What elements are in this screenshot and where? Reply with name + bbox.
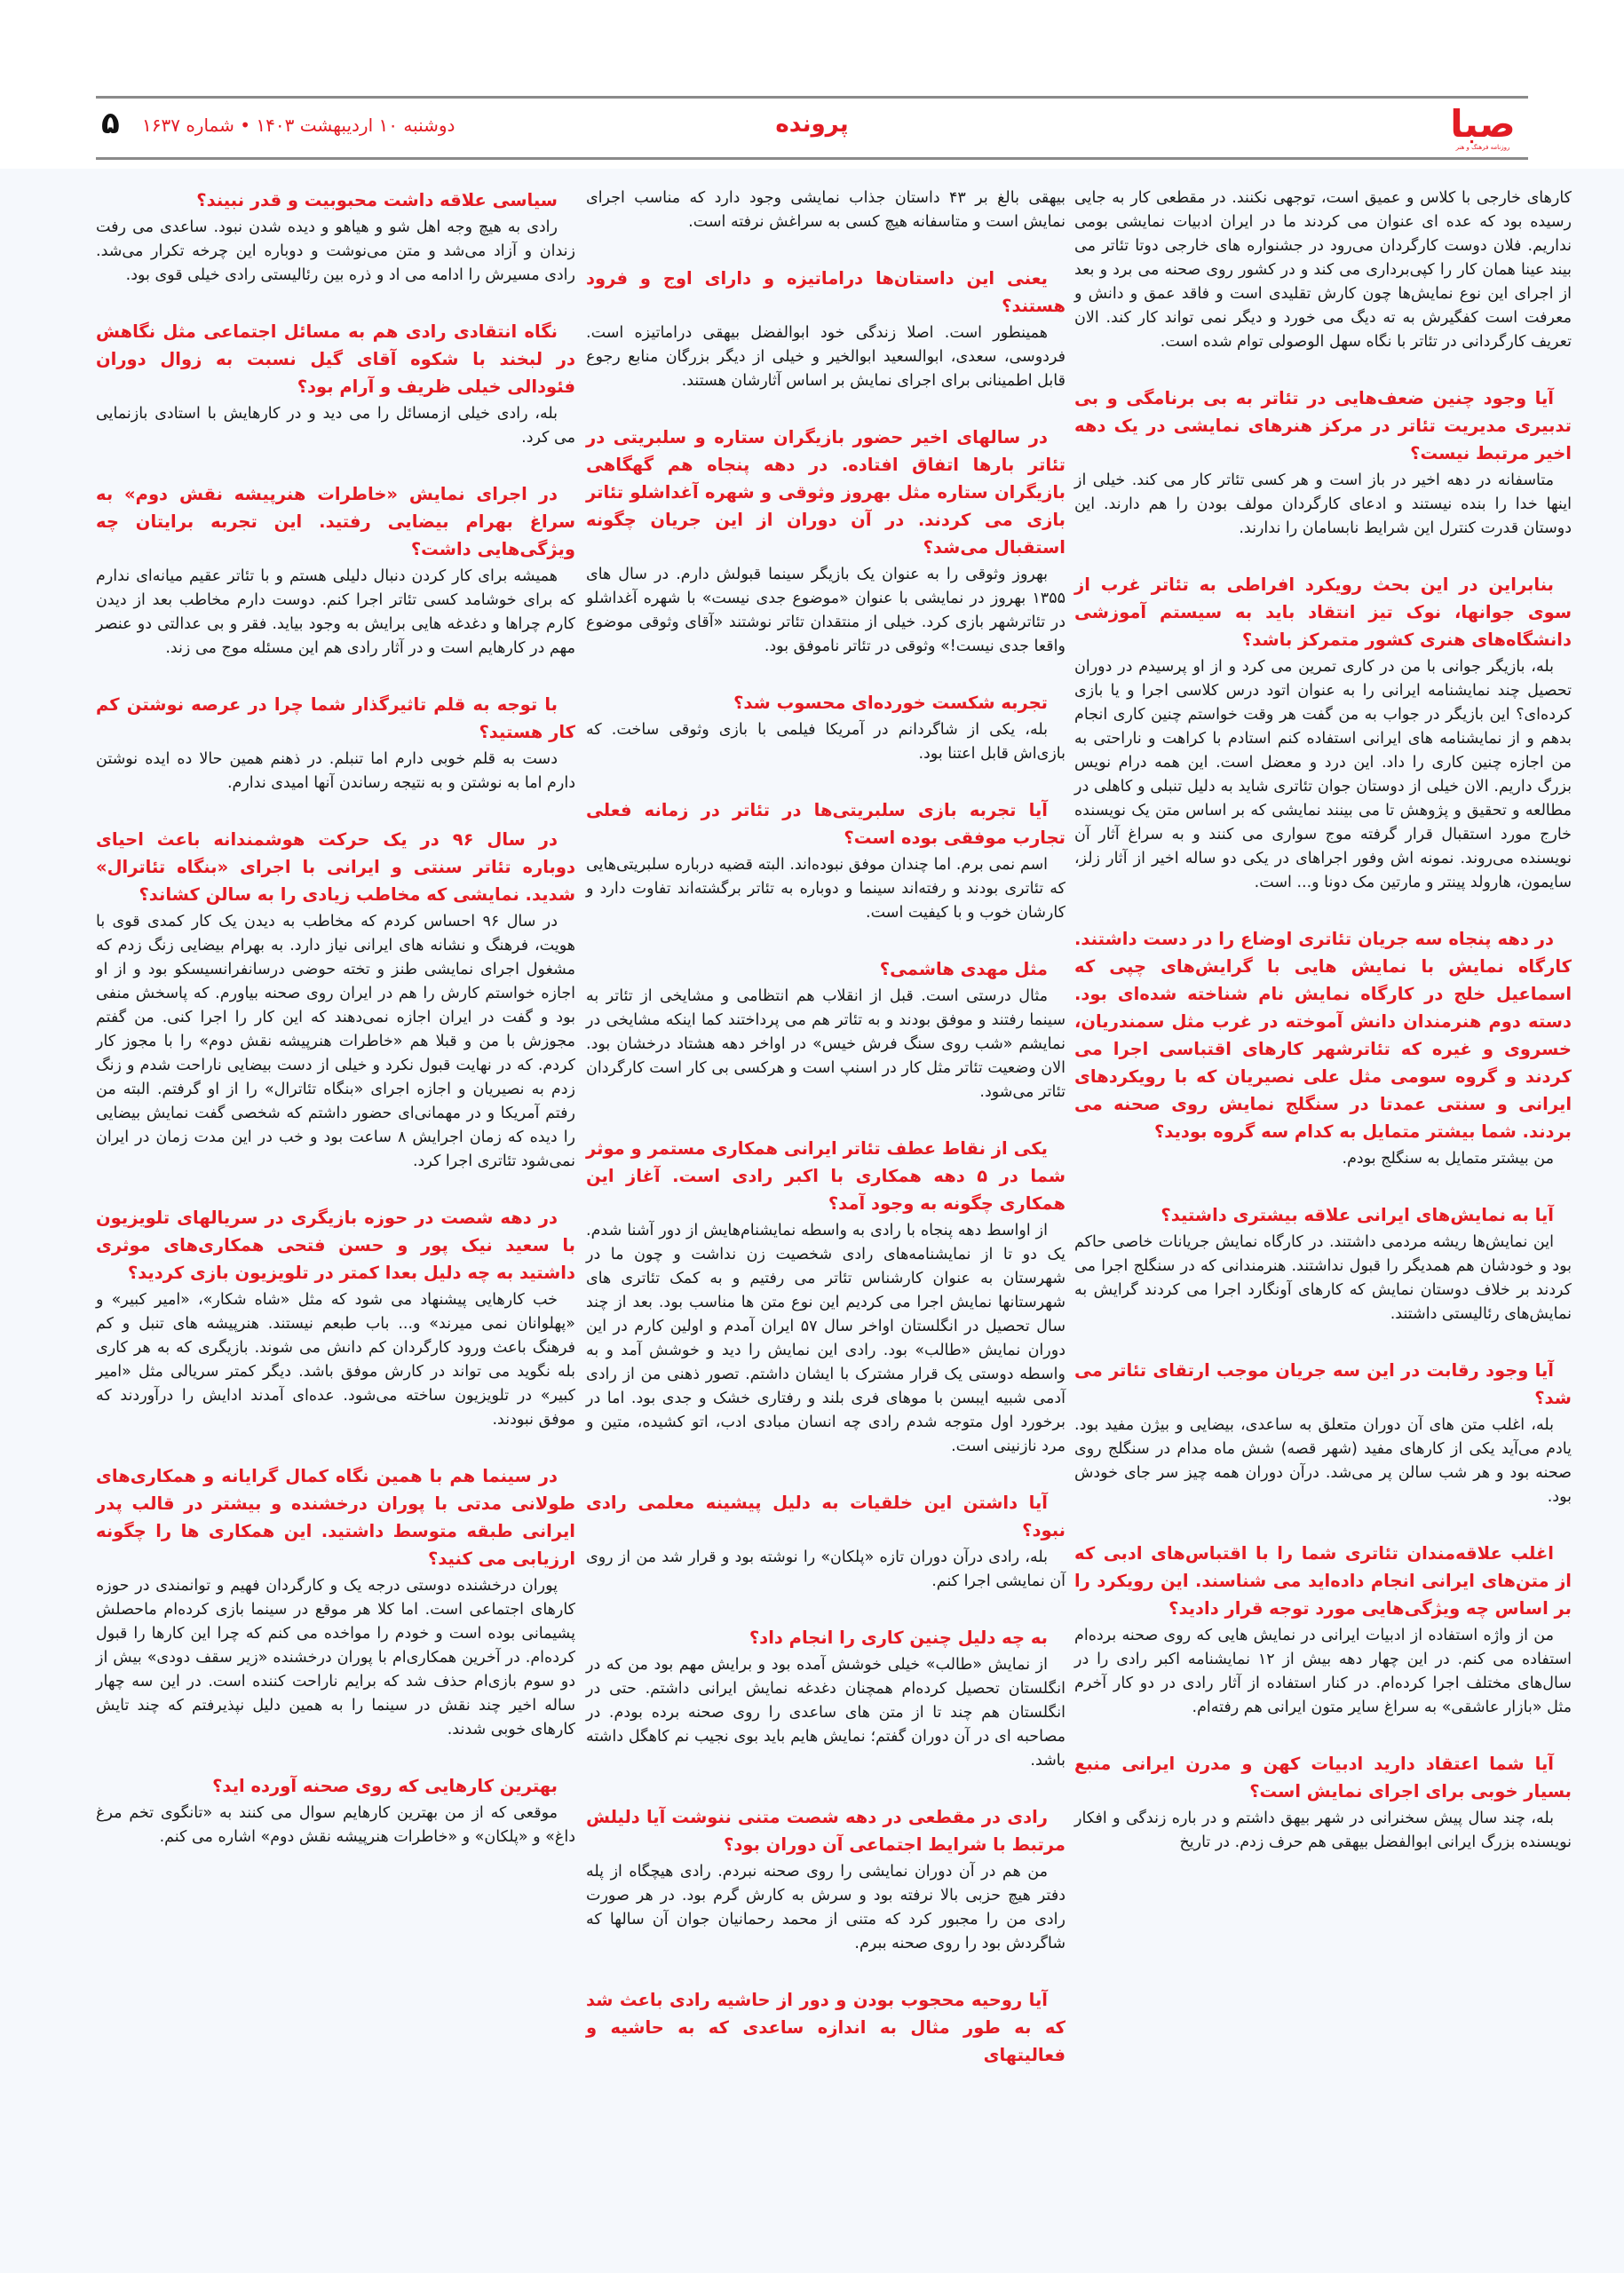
interview-question: سیاسی علاقه داشت محبوبیت و قدر نبیند؟: [196, 190, 558, 210]
interview-answer: اسم نمی برم. اما چندان موفق نبوده‌اند. البته قضیه درباره سلبریتی‌هایی که تئاتری بودند و رفته‌اند سینما و دوباره به تئاتر برگشته‌اند تفاوت دارد و کارشان خوب و با کیفیت است.: [586, 856, 1066, 922]
interview-answer: در سال ۹۶ احساس کردم که مخاطب به دیدن یک کار کمدی قوی با هویت، فرهنگ و نشانه های ایرانی نیاز دارد. به بهرام بیضایی زنگ زدم که مشغول اجرای نمایشی طنز و تخته حوضی درسانفرانسیسکو بود و از او اجازه خواستم کارش را هم در ایران روی صحنه بیاورم. که پاسخش منفی بود و گفت در ایران اجازه نمی‌دهند که این کار را اجرا کنی. من گفتم مجوزش با من و قبلا هم «خاطرات هنرپیشه نقش دوم» را با مجوز کار کردم. که در نهایت قبول نکرد و خیلی از دست بیضایی ناراحت شدم و زنگ زدم به نصیریان و اجازه اجرای «بنگاه تئاترال» را از او گرفتم. البته من رفتم آمریکا و در مهمانی‌ای حضور داشتم که شخصی گفت نمایش بیضایی را دیده که زمان اجرایش ۸ ساعت بود و خب در این مدت زمان در ایران نمی‌شود تئاتری اجرا کرد.: [96, 913, 576, 1170]
interview-question: یعنی این داستان‌ها دراماتیزه و دارای اوج و فرود هستند؟: [586, 268, 1066, 316]
interview-answer: همینطور است. اصلا زندگی خود ابوالفضل بیهقی دراماتیزه است. فردوسی، سعدی، ابوالسعید ابوالخیر و خیلی از دیگر بزرگان منابع رجوع قابل اطمینانی برای اجرای نمایش بر اساس آثارشان هستند.: [586, 324, 1066, 390]
page-header: [96, 96, 1528, 160]
interview-question: آیا شما اعتقاد دارید ادبیات کهن و مدرن ایرانی منبع بسیار خوبی برای اجرای نمایش است؟: [1074, 1754, 1572, 1802]
interview-answer: همیشه برای کار کردن دنبال دلیلی هستم و با تئاتر عقیم میانه‌ای ندارم که برای خوشامد کسی تئاتر اجرا کنم. دوست دارم مخاطب بعد از دیدن کارم چراها و دغدغه هایی برایش به وجود بیاید. فقر و بی عدالتی دو عنصر مهم در کارهایم است و در آثار رادی هم این مسئله موج می زند.: [96, 567, 575, 657]
interview-question: به چه دلیل چنین کاری را انجام داد؟: [749, 1628, 1048, 1648]
interview-answer: کارهای خارجی با کلاس و عمیق است، توجهی نکنند. در مقطعی کار به جایی رسیده بود که عده ای عنوان می کردند ما در ایران ادبیات نمایشی بومی نداریم. فلان دوست کارگردان می‌رود در جشنواره های خارجی دوتا تئاتر می بیند عینا همان کار را کپی‌برداری می کند و در کشور روی صحنه می برد و بعد از اجرای این نوع نمایش‌ها چون کارش تقلیدی است و فاقد عمق و دانش و معرفت است کفگیرش به ته دیگ می خورد و دیگر نمی تواند کار کند. الان تعریف کارگردانی در تئاتر با نگاه سهل الوصولی توام شده است.: [1074, 189, 1572, 351]
interview-answer: بله، بازیگر جوانی با من در کاری تمرین می کرد و از او پرسیدم در دوران تحصیل چند نمایشنامه ایرانی را به عنوان اتود درس کلاسی اجرا و یا بازی کرده‌ای؟ این بازیگر در جواب به من گفت هر وقت خواستم چنین کاری انجام بدهم و از نمایشنامه های ایرانی استفاده کنم استادم با کراهت و ناراحتی به من اجازه چنین کاری را داد. این درد و معضل است. این همه درام نویس بزرگ داریم. الان خیلی از دوستان جوان تئاتری شاید به دلیل تنبلی و کاهلی در مطالعه و تحقیق و پژوهش تا می بینند نمایشی که بر اساس متن یک نویسنده خارج مورد استقبال قرار گرفته موج سواری می کنند و به سراغ آثار آن نویسنده می‌روند. نمونه اش وفور اجراهای در یکی دو ساله اخیر از آثار زلز، سایمون، هارولد پینتر و مارتین مک دونا و... است.: [1074, 658, 1572, 891]
section-title: پرونده: [775, 111, 849, 138]
interview-answer: بله، یکی از شاگردانم در آمریکا فیلمی با بازی وثوقی ساخت. که بازی‌اش قابل اعتنا بود.: [586, 721, 1066, 763]
interview-question: آیا وجود رقابت در این سه جریان موجب ارتقای تئاتر می شد؟: [1074, 1360, 1572, 1408]
interview-answer: موقعی که از من بهترین کارهایم سوال می کنند به «تانگوی تخم مرغ داغ» و «پلکان» و «خاطرات هنرپیشه نقش دوم» اشاره می کنم.: [96, 1804, 575, 1846]
interview-answer: بیهقی بالغ بر ۴۳ داستان جذاب نمایشی وجود دارد که مناسب اجرای نمایش است و متاسفانه هیچ کسی به سراغش نرفته است.: [586, 189, 1066, 231]
interview-answer: بله، رادی درآن دوران تازه «پلکان» را نوشته بود و قرار شد من از روی آن نمایشی اجرا کنم.: [586, 1548, 1066, 1590]
interview-question: آیا به نمایش‌های ایرانی علاقه بیشتری داشتید؟: [1161, 1205, 1554, 1225]
interview-question: آیا داشتن این خلقیات به دلیل پیشینه معلمی رادی نبود؟: [586, 1493, 1066, 1540]
interview-answer: بهروز وثوقی را به عنوان یک بازیگر سینما قبولش دارم. در سال های ۱۳۵۵ بهروز در نمایشی با عنوان «موضوع جدی نیست» با شهره آغداشلو در تئاترشهر بازی کرد. خیلی از منتقدان تئاتر نوشتند «آقای وثوقی موضوع واقعا جدی نیست!» وثوقی در تئاتر ناموفق بود.: [586, 566, 1066, 655]
interview-question: اغلب علاقه‌مندان تئاتری شما را با اقتباس‌های ادبی که از متن‌های ایرانی انجام داده‌اید می شناسند. این رویکرد را بر اساس چه ویژگی‌هایی مورد توجه قرار دادید؟: [1074, 1543, 1572, 1619]
interview-answer: من بیشتر متمایل به سنگلج بودم.: [1342, 1150, 1554, 1168]
column-middle: [586, 186, 1066, 2071]
interview-question: در سینما هم با همین نگاه کمال گرایانه و همکاری‌های طولانی مدتی با پوران درخشنده و بیشتر در قالب پدر ایرانی طبقه متوسط داشتید. این همکاری ها را چگونه ارزیابی می کنید؟: [96, 1466, 575, 1569]
interview-question: نگاه انتقادی رادی هم به مسائل اجتماعی مثل نگاهش در لبخند با شکوه آقای گیل نسبت به زوال دوران فئودالی خیلی ظریف و آرام بود؟: [96, 321, 575, 397]
interview-question: یکی از نقاط عطف تئاتر ایرانی همکاری مستمر و موثر شما در ۵ دهه همکاری با اکبر رادی است. آغاز این همکاری چگونه به وجود آمد؟: [586, 1138, 1066, 1214]
interview-question: در دهه شصت در حوزه بازیگری در سریالهای تلویزیون با سعید نیک پور و حسن فتحی همکاری‌های موثری داشتید به چه دلیل بعدا کمتر در تلویزیون بازی کردید؟: [96, 1208, 575, 1283]
interview-answer: من هم در آن دوران نمایشی را روی صحنه نبردم. رادی هیچگاه از پله دفتر هیچ حزبی بالا نرفته بود و سرش به کارش گرم بود. در هر صورت رادی من را مجبور کرد که متنی از محمد رحمانیان جوان آن سالها که شاگردش بود را روی صحنه ببرم.: [586, 1863, 1066, 1952]
interview-answer: بله، رادی خیلی ازمسائل را می دید و در کارهایش با استادی بازنمایی می کرد.: [96, 405, 575, 447]
newspaper-logo: [1443, 102, 1523, 154]
interview-question: آیا وجود چنین ضعف‌هایی در تئاتر به بی برنامگی و بی تدبیری مدیریت تئاتر در مرکز هنرهای نمایشی در یک دهه اخیر مرتبط نیست؟: [1074, 388, 1572, 463]
interview-question: بنابراین در این بحث رویکرد افراطی به تئاتر غرب از سوی جوانها، نوک تیز انتقاد باید به سیستم آموزشی دانشگاه‌های هنری کشور متمرکز باشد؟: [1074, 574, 1572, 650]
interview-answer: متاسفانه در دهه اخیر در باز است و هر کسی تئاتر کار می کند. خیلی از اینها خدا را بنده نیستند و ادعای کارگردان مولف بودن را هم دارند. این دوستان قدرت کنترل این شرایط نابسامان را ندارند.: [1074, 471, 1572, 537]
interview-question: آیا تجربه بازی سلبریتی‌ها در تئاتر در زمانه فعلی تجارب موفقی بوده است؟: [586, 800, 1066, 848]
interview-question: بهترین کارهایی که روی صحنه آورده اید؟: [212, 1776, 558, 1796]
interview-answer: من از واژه استفاده از ادبیات ایرانی در نمایش هایی که روی صحنه برده‌ام استفاده می کنم. در این چهار دهه بیش از ۱۲ نمایشنامه اکبر رادی را در سال‌های مختلف اجرا کرده‌ام. در کنار استفاده از آثار رادی در دو کار آخرم مثل «بازار عاشقی» به سراغ سایر متون ایرانی هم رفته‌ام.: [1074, 1627, 1572, 1716]
interview-answer: از اواسط دهه پنجاه با رادی به واسطه نمایشنام‌هایش از دور آشنا شدم. یک دو تا از نمایشنامه‌های رادی شخصیت زن نداشت و چون ما در شهرستان به عنوان کارشناس تئاتر می رفتیم و به کمک تئاتری های شهرستانها نمایش اجرا می کردیم این نوع متن ها مناسب بود. بعد از چند سال تحصیل در انگلستان اواخر سال ۵۷ ایران آمدم و اولین کارم در این دوران نمایش «طالب» بود. رادی این نمایش را دید و خوشش آمد و به واسطه دوستی یک قرار مشترک با ایشان داشتم. تصور ذهنی من از رادی آدمی شبیه ایبسن با موهای فری بلند و رفتاری خشک و جدی بود. اما در برخورد اول متوجه شدم رادی چه انسان مبادی ادب، اتو کشیده، متین و مرد نازنینی است.: [586, 1222, 1066, 1455]
interview-question: در اجرای نمایش «خاطرات هنرپیشه نقش دوم» به سراغ بهرام بیضایی رفتید. این تجربه برایتان چه ویژگی‌هایی داشت؟: [96, 484, 575, 559]
interview-question: در سال ۹۶ در یک حرکت هوشمندانه باعث احیای دوباره تئاتر سنتی و ایرانی با اجرای «بنگاه تئاترال» شدید. نمایشی که مخاطب زیادی را به سالن کشاند؟: [96, 829, 575, 905]
interview-answer: از نمایش «طالب» خیلی خوشش آمده بود و برایش مهم بود من که در انگلستان تحصیل کرده‌ام همچنان دغدغه نمایش ایرانی داشتم. حتی در انگلستان هم چند تا از متن های ساعدی را روی صحنه برده بودم. در مصاحبه ای در آن دوران گفتم؛ نمایش هایم باید بوی نجیب نم کاهگل داشته باشد.: [586, 1656, 1066, 1770]
interview-answer: خب کارهایی پیشنهاد می شود که مثل «شاه شکار»، «امیر کبیر» و «پهلوانان نمی میرند» و... باب طبعم نیستند. هنرپیشه های تنبل و کم فرهنگ باعث ورود کارگردان کم دانش می شوند. بازیگری که به هر کاری بله نگوید می تواند در کارش موفق باشد. دیگر کمتر سریالی مثل «امیر کبیر» در تلویزیون ساخته می‌شود. عده‌ای آمدند ادایش را درآوردند که موفق نبودند.: [96, 1291, 575, 1429]
interview-answer: پوران درخشنده دوستی درجه یک و کارگردان فهیم و توانمندی در حوزه کارهای اجتماعی است. اما کلا هر موقع در سینما بازی کرده‌ام ماحصلش پشیمانی بوده است و خودم را مواخده می کنم که چرا این کارها را قبول کرده‌ام. در آخرین همکاری‌ام با پوران درخشنده «زیر سقف دودی» بیش از دو سوم بازی‌ام حذف شد که برایم ناراحت کننده است. در این سه چهار ساله اخیر چند نقش در سینما را به همین دلیل نپذیرفتم که چند تایش کارهای خوبی شدند.: [96, 1577, 575, 1738]
article-body: [0, 169, 1624, 2273]
logo-mark: صبا: [1450, 102, 1516, 146]
column-right: [1074, 186, 1572, 1885]
interview-answer: مثال درستی است. قبل از انقلاب هم انتظامی و مشایخی از تئاتر به سینما رفتند و موفق بودند و به تئاتر هم می پرداختند کما اینکه مشایخی در نمایشم «شب روی سنگ فرش خیس» در اواخر دهه هشتاد درخشان بود. الان وضعیت تئاتر مثل کار در اسنپ است و هرکسی بی کار است کارگردان تئاتر می‌شود.: [586, 987, 1066, 1101]
interview-answer: رادی به هیچ وجه اهل شو و هیاهو و دیده شدن نبود. ساعدی می رفت زندان و آزاد می‌شد و متن می‌نوشت و دوباره این چرخه تکرار می‌شد. رادی مسیرش را ادامه می اد و ذره بین رئالیستی رادی خیلی قوی بود.: [96, 218, 575, 284]
column-left: [96, 186, 575, 1880]
interview-answer: بله، اغلب متن های آن دوران متعلق به ساعدی، بیضایی و بیژن مفید بود. یادم می‌آید یکی از کارهای مفید (شهر قصه) شش ماه مدام در سنگلج روی صحنه بود و هر شب سالن پر می‌شد. درآن دوران همه چیز سر جای خودش بود.: [1074, 1416, 1572, 1506]
interview-answer: این نمایش‌ها ریشه مردمی داشتند. در کارگاه نمایش جریانات خاصی حاکم بود و خودشان هم همدیگر را قبول نداشتند. هنرمندانی که در سنگلج اجرا می کردند بر خلاف دوستان نمایش که کارهای آونگارد اجرا می کردند گرایش به نمایش‌های رئالیستی داشتند.: [1074, 1233, 1572, 1323]
issue-info: دوشنبه ۱۰ اردیبهشت ۱۴۰۳ • شماره ۱۶۳۷: [142, 115, 456, 136]
interview-question: در سالهای اخیر حضور بازیگران ستاره و سلبریتی در تئاتر بارها اتفاق افتاده. در دهه پنجاه هم گهگاهی بازیگران ستاره مثل بهروز وثوقی و شهره آغداشلو تئاتر بازی می کردند. در آن دوران از این جریان چگونه استقبال می‌شد؟: [586, 427, 1066, 558]
interview-question: آیا روحیه محجوب بودن و دور از حاشیه رادی باعث شد که به طور مثال به اندازه ساعدی که به حاشیه و فعالیتهای: [586, 1990, 1066, 2065]
interview-question: رادی در مقطعی در دهه شصت متنی ننوشت آیا دلیلش مرتبط با شرایط اجتماعی آن دوران بود؟: [586, 1807, 1066, 1855]
page-number: ۵: [101, 106, 120, 141]
interview-answer: دست به قلم خوبی دارم اما تنبلم. در ذهنم همین حالا ده ایده نوشتن دارم اما به نوشتن و به نتیجه رساندن آنها امیدی ندارم.: [96, 750, 575, 792]
interview-answer: بله، چند سال پیش سخنرانی در شهر بیهق داشتم و در باره زندگی و افکار نویسنده بزرگ ایرانی ابوالفضل بیهقی هم حرف زدم. در تاریخ: [1074, 1810, 1572, 1851]
logo-subtitle: روزنامه فرهنگ و هنر: [1455, 144, 1510, 151]
interview-question: تجربه شکست خورده‌ای محسوب شد؟: [733, 693, 1048, 713]
interview-question: مثل مهدی هاشمی؟: [879, 959, 1048, 979]
interview-question: در دهه پنجاه سه جریان تئاتری اوضاع را در دست داشتند. کارگاه نمایش با نمایش هایی با گرایش‌های چپی که اسماعیل خلج در کارگاه نمایش نام شناخته شده‌ای بود. دسته دوم هنرمندان دانش آموخته در غرب مثل سمندریان، خسروی و غیره که تئاترشهر کارهای اقتباسی اجرا می کردند و گروه سومی مثل علی نصیریان که با رویکردهای ایرانی و سنتی عمدتا در سنگلج نمایش روی صحنه می بردند. شما بیشتر متمایل به کدام سه گروه بودید؟: [1074, 929, 1572, 1142]
interview-question: با توجه به قلم تاثیرگذار شما چرا در عرصه نوشتن کم کار هستید؟: [96, 694, 575, 742]
